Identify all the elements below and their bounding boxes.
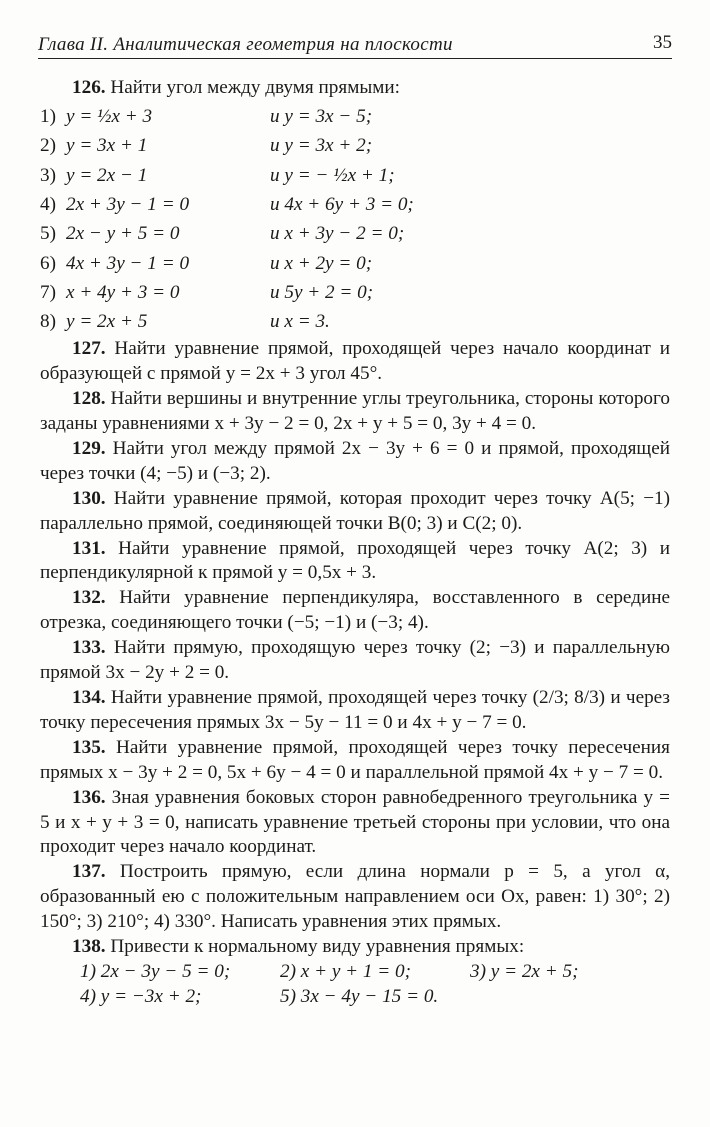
item-label: 5) [40,223,56,245]
problem-number: 131. [72,537,106,559]
item-label: 3) [40,164,56,186]
problem-number: 133. [72,637,106,659]
list-item [40,191,670,220]
page-number: 35 [653,32,672,53]
equation-b: и y = 3x − 5; [270,106,373,128]
problem-text: Найти прямую, проходящую через точку (2; −3) и параллельную прямой 3x − 2y + 2 = 0. [40,637,671,684]
problem-number: 136. [72,786,106,808]
problem-130 [40,487,670,537]
problem-126 [40,76,670,101]
problem-number: 135. [72,736,106,758]
problem-number: 126. [72,77,106,98]
list-item: 5) 3x − 4y − 15 = 0. [280,985,439,1007]
equation-b: и 5y + 2 = 0; [270,281,374,303]
problem-136 [40,786,670,861]
problem-134 [40,686,670,736]
problem-131 [40,537,670,587]
problem-138 [40,935,670,960]
item-label: 6) [40,252,56,274]
running-header [38,30,672,59]
equation-a: 4x + 3y − 1 = 0 [66,252,190,274]
problem-128 [40,387,670,437]
problem-text: Найти уравнение прямой, проходящей через точку пересечения прямых x − 3y + 2 = 0, 5x + 6y − 4 = 0 и параллельной прямой 4x + y − 7 = 0. [40,736,671,783]
list-item [40,308,670,337]
normal-form-list-1 [40,960,670,985]
list-item [40,132,670,161]
normal-form-list-2 [40,985,670,1010]
equation-b: и y = − ½x + 1; [270,164,395,186]
item-label: 2) [40,135,56,157]
problem-number: 129. [72,437,106,459]
list-item: 3) y = 2x + 5; [470,960,579,982]
problem-text: Привести к нормальному виду уравнения прямых: [110,936,525,958]
problem-number: 132. [72,587,106,609]
problem-number: 134. [72,686,106,708]
list-item: 1) 2x − 3y − 5 = 0; [80,960,231,982]
equation-b: и x + 2y = 0; [270,252,373,274]
equation-a: y = 3x + 1 [66,135,148,157]
problem-text: Построить прямую, если длина нормали p = 5, а угол α, образованный ею с положительным направлением оси Ox, равен: 1) 30°; 2) 150°; 3) 210°; 4) 330°. Написать уравнения этих прямых. [40,861,671,933]
problem-132 [40,586,670,636]
equation-a: y = ½x + 3 [66,106,153,128]
problem-129 [40,437,670,487]
problem-text: Найти уравнение прямой, проходящей через начало координат и образующей с прямой y = 2x + 3 угол 45°. [40,338,671,385]
problem-text: Найти вершины и внутренние углы треугольника, стороны которого заданы уравнениями x + 3y − 2 = 0, 2x + y + 5 = 0, 3y + 4 = 0. [40,388,670,434]
equation-a: x + 4y + 3 = 0 [66,281,180,303]
list-item [40,279,670,308]
equation-a: 2x − y + 5 = 0 [66,223,180,245]
list-item [40,162,670,191]
equation-a: y = 2x − 1 [66,164,148,186]
problem-text: Найти уравнение перпендикуляра, восставленного в середине отрезка, соединяющего точки (−5; −1) и (−3; 4). [40,587,671,634]
list-item: 4) y = −3x + 2; [80,985,202,1007]
list-item [40,249,670,278]
problem-135 [40,736,670,786]
problem-text: Найти угол между двумя прямыми: [110,77,400,98]
equation-b: и x = 3. [270,311,330,333]
list-item [40,103,670,132]
problem-number: 138. [72,936,106,958]
problem-133 [40,636,670,686]
problem-text: Найти уравнение прямой, проходящей через точку A(2; 3) и перпендикулярной к прямой y = 0,5x + 3. [40,537,671,584]
equation-b: и y = 3x + 2; [270,135,373,157]
equation-b: и x + 3y − 2 = 0; [270,223,405,245]
problem-text: Найти угол между прямой 2x − 3y + 6 = 0 и прямой, проходящей через точки (4; −5) и (−3; 2). [40,437,670,484]
problem-number: 128. [72,388,106,410]
problems-body [40,76,670,1010]
problem-text: Зная уравнения боковых сторон равнобедренного треугольника y = 5 и x + y + 3 = 0, написать уравнение третьей стороны при условии, что она проходит через начало координат. [40,786,671,858]
problem-text: Найти уравнение прямой, проходящей через точку (2/3; 8/3) и через точку пересечения прямых 3x − 5y − 11 = 0 и 4x + y − 7 = 0. [40,686,671,733]
equation-b: и 4x + 6y + 3 = 0; [270,193,414,215]
problem-127 [40,337,670,387]
chapter-title: Глава II. Аналитическая геометрия на плоскости [38,34,453,55]
problem-137 [40,860,670,935]
problem-number: 127. [72,338,106,360]
problem-text: Найти уравнение прямой, которая проходит через точку A(5; −1) параллельно прямой, соединяющей точки B(0; 3) и C(2; 0). [40,487,670,534]
item-label: 8) [40,311,56,333]
equation-a: 2x + 3y − 1 = 0 [66,193,190,215]
equation-a: y = 2x + 5 [66,311,148,333]
item-label: 4) [40,193,56,215]
problem-number: 137. [72,861,106,883]
list-item: 2) x + y + 1 = 0; [280,960,412,982]
item-label: 1) [40,106,56,128]
list-item [40,220,670,249]
item-label: 7) [40,281,56,303]
line-pairs-list [40,103,670,337]
problem-number: 130. [72,487,106,509]
